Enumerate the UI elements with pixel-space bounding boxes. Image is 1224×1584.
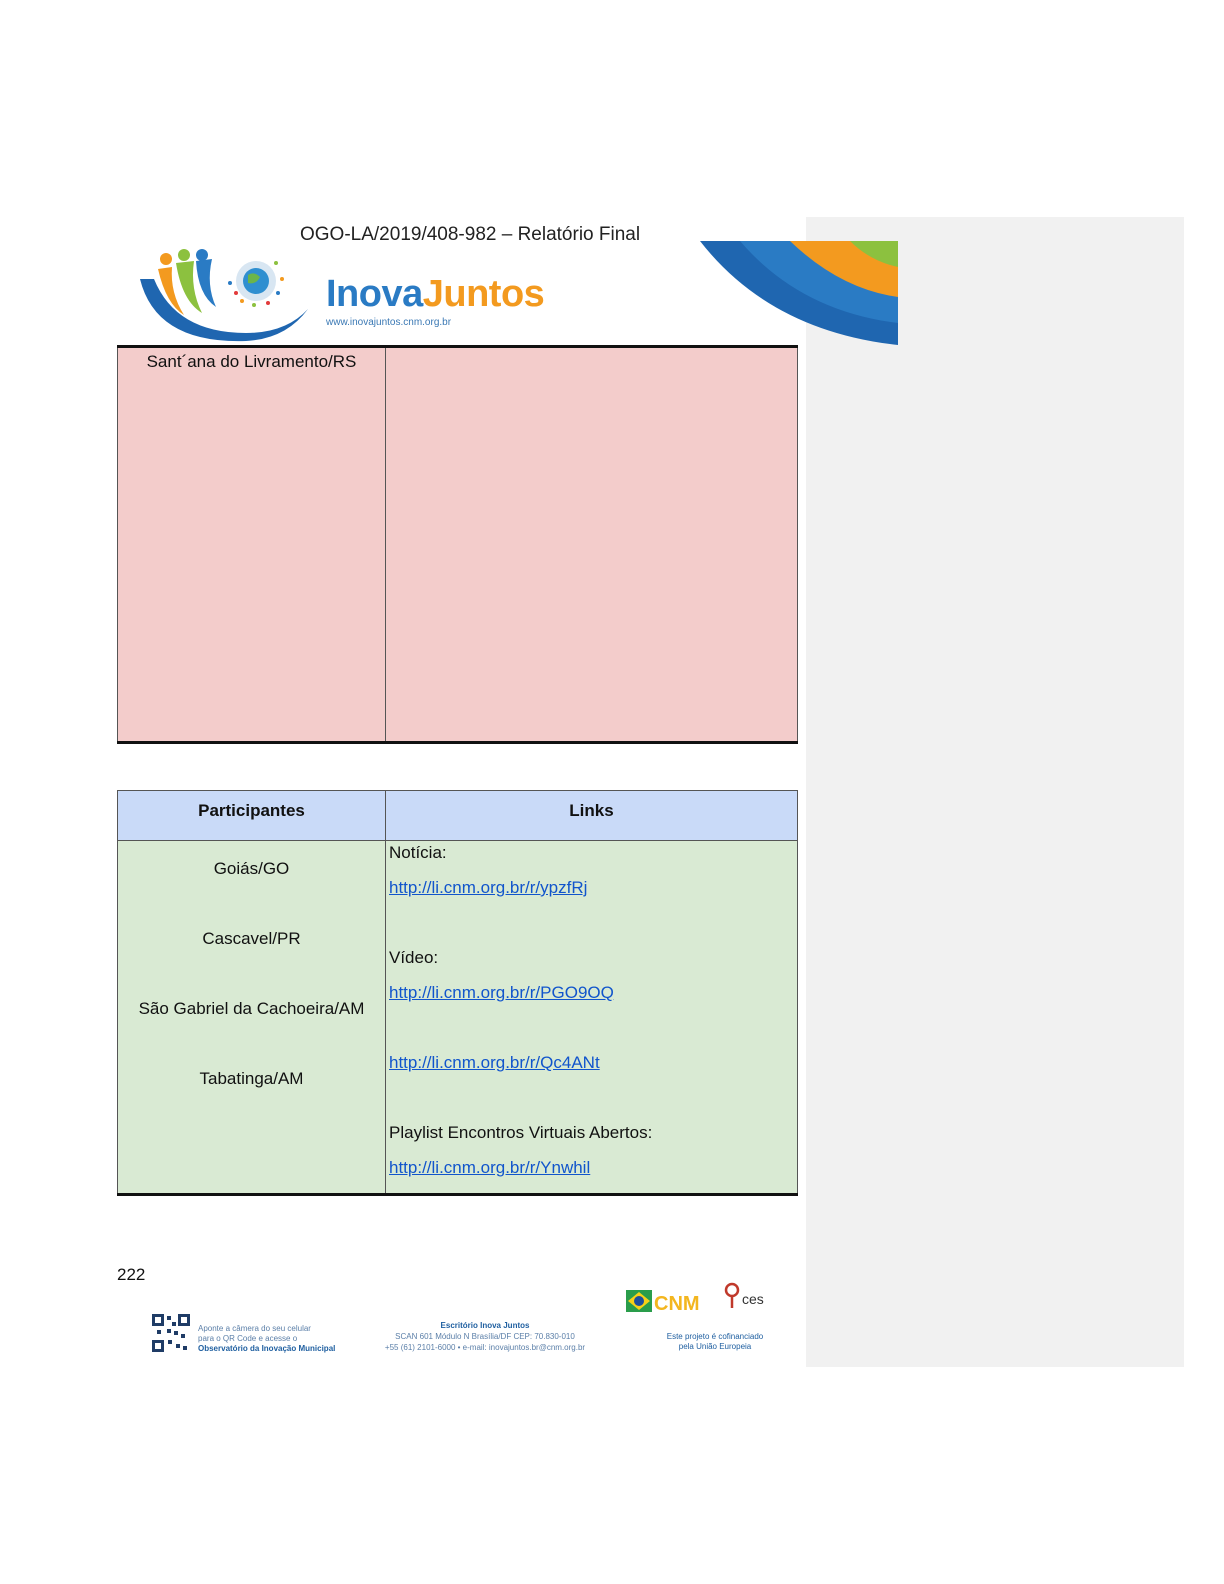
table-row [118, 841, 798, 1195]
ces-logo [724, 1280, 804, 1324]
list-item: Goiás/GO [213, 859, 290, 878]
logo-emblem-icon [136, 249, 316, 345]
spacer [389, 1018, 797, 1053]
brand-url: www.inovajuntos.cnm.org.br [326, 317, 452, 328]
column-header-participantes: Participantes [118, 791, 386, 841]
qr-instructions: Aponte a câmera do seu celular para o QR Code e acesse o Observatório da Inovação Municipal [198, 1324, 336, 1353]
table-cell [386, 347, 798, 743]
header-corner-decoration [700, 241, 898, 345]
column-header-links: Links [386, 791, 798, 841]
participants-table-continued [117, 345, 798, 744]
participants-list [118, 841, 385, 1121]
participant-name: Sant´ana do Livramento/RS [146, 352, 357, 371]
page-number: 222 [117, 1265, 146, 1284]
eu-cofinancing-note: Este projeto é cofinanciado pela União Europeia [666, 1332, 764, 1351]
inovajuntos-logo [136, 249, 576, 345]
video-link-2[interactable]: http://li.cnm.org.br/r/Qc4ANt [389, 1053, 600, 1072]
spacer [389, 913, 797, 948]
playlist-label: Playlist Encontros Virtuais Abertos: [389, 1123, 653, 1142]
list-item: Tabatinga/AM [199, 1069, 304, 1088]
playlist-link[interactable]: http://li.cnm.org.br/r/Ynwhil [389, 1158, 591, 1177]
cnm-logo [626, 1286, 708, 1322]
video-link-1[interactable]: http://li.cnm.org.br/r/PGO9OQ [389, 983, 614, 1002]
table-cell [118, 347, 386, 743]
svg-text:ces: ces [742, 1291, 764, 1307]
participants-links-table [117, 790, 798, 1196]
spacer [389, 1088, 797, 1123]
participants-cell [118, 841, 386, 1195]
svg-text:CNM: CNM [654, 1293, 700, 1315]
list-item: São Gabriel da Cachoeira/AM [138, 999, 365, 1018]
links-cell [386, 841, 798, 1195]
office-contact: Escritório Inova Juntos SCAN 601 Módulo N Brasília/DF CEP: 70.830-010 +55 (61) 2101-6000 • e-mail: inovajuntos.br@cnm.org.br [384, 1321, 586, 1352]
document-reference: OGO-LA/2019/408-982 – Relatório Final [300, 224, 641, 241]
noticia-label: Notícia: [389, 843, 447, 862]
table-header-row [118, 791, 798, 841]
page-footer [150, 1280, 805, 1360]
qr-code-icon[interactable] [152, 1314, 190, 1352]
brand-wordmark: InovaJuntos [326, 273, 545, 315]
table-row [118, 347, 798, 743]
noticia-link[interactable]: http://li.cnm.org.br/r/ypzfRj [389, 878, 588, 897]
list-item: Cascavel/PR [202, 929, 301, 948]
comment-side-panel [806, 217, 1184, 1367]
video-label: Vídeo: [389, 948, 439, 967]
